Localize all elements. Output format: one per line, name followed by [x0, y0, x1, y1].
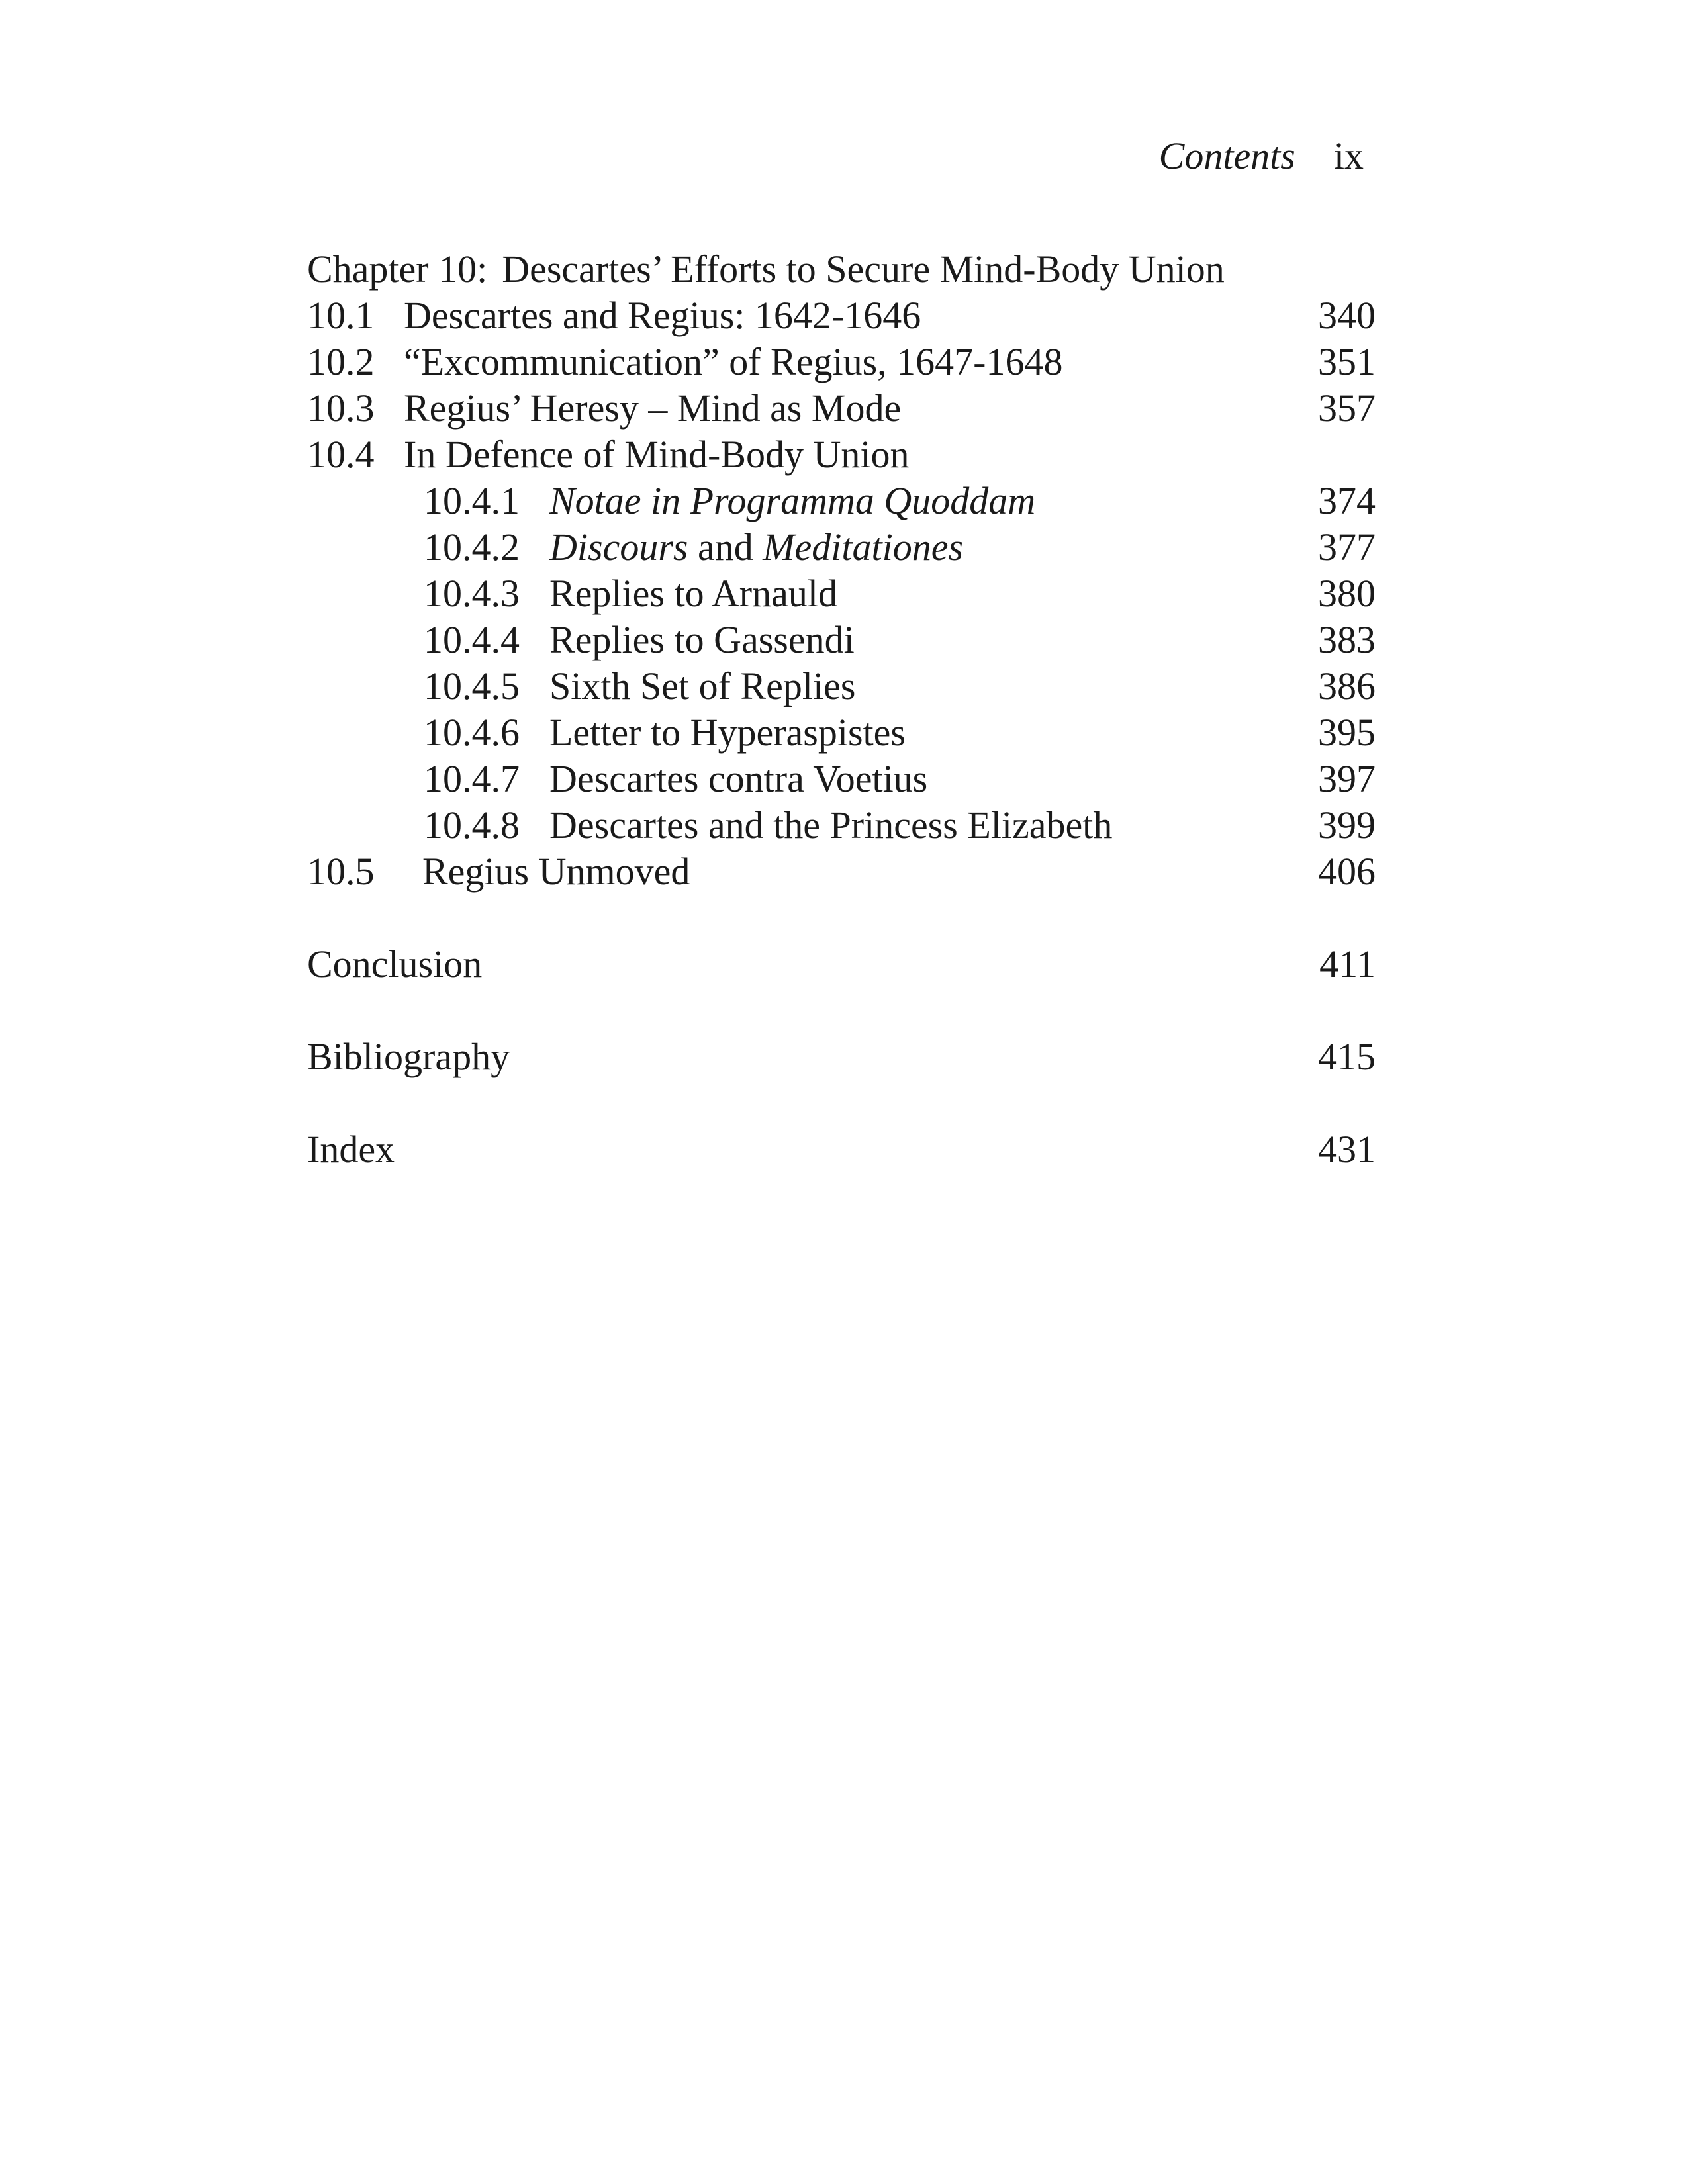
toc-entry-10-4 — [307, 432, 1380, 478]
entry-page: 340 — [1318, 294, 1376, 337]
entry-title: Letter to Hyperaspistes — [549, 711, 906, 754]
entry-title: Descartes and Regius: 1642-1646 — [404, 294, 921, 337]
entry-page: 395 — [1318, 711, 1376, 754]
entry-page: 431 — [1318, 1128, 1376, 1171]
entry-title-part: and — [688, 525, 763, 569]
entry-number: 10.3 — [307, 387, 375, 430]
entry-number: 10.4.6 — [424, 711, 520, 754]
entry-page: 383 — [1318, 618, 1376, 661]
chapter-label: Chapter 10: — [307, 248, 488, 291]
toc-entry-10-4-2 — [307, 524, 1380, 570]
toc-entry-10-4-8 — [307, 802, 1380, 848]
toc-entry-conclusion — [307, 941, 1380, 987]
entry-page: 374 — [1318, 479, 1376, 522]
spacer — [307, 1080, 1380, 1126]
chapter-title: Descartes’ Efforts to Secure Mind-Body Union — [502, 248, 1225, 291]
entry-number: 10.1 — [307, 294, 375, 337]
entry-title: Regius’ Heresy – Mind as Mode — [404, 387, 902, 430]
toc-entry-bibliography — [307, 1034, 1380, 1080]
entry-title: Replies to Arnauld — [549, 572, 837, 615]
entry-number: 10.4.2 — [424, 525, 520, 569]
entry-page: 415 — [1318, 1035, 1376, 1078]
page-number: ix — [1333, 134, 1364, 177]
toc-entry-10-4-7 — [307, 756, 1380, 802]
spacer — [307, 987, 1380, 1034]
entry-title: Regius Unmoved — [422, 850, 690, 893]
entry-number: 10.2 — [307, 340, 375, 383]
running-head-title: Contents — [1158, 134, 1295, 177]
toc-chapter-heading — [307, 246, 1380, 293]
entry-number: 10.4.7 — [424, 757, 520, 800]
entry-number: 10.5 — [307, 850, 375, 893]
entry-title: In Defence of Mind-Body Union — [404, 433, 910, 476]
entry-number: 10.4.8 — [424, 803, 520, 846]
table-of-contents — [307, 246, 1380, 1173]
entry-page: 351 — [1318, 340, 1376, 383]
entry-page: 411 — [1319, 942, 1376, 985]
toc-entry-10-4-6 — [307, 709, 1380, 756]
entry-title: Sixth Set of Replies — [549, 664, 856, 707]
running-head — [1159, 130, 1364, 183]
entry-title: Descartes and the Princess Elizabeth — [549, 803, 1113, 846]
entry-page: 377 — [1318, 525, 1376, 569]
entry-number: 10.4.3 — [424, 572, 520, 615]
entry-number: 10.4.1 — [424, 479, 520, 522]
entry-page: 399 — [1318, 803, 1376, 846]
entry-title: Notae in Programma Quoddam — [549, 479, 1036, 522]
toc-entry-10-1 — [307, 293, 1380, 339]
entry-title: Bibliography — [307, 1035, 510, 1078]
entry-title: Index — [307, 1128, 395, 1171]
entry-page: 386 — [1318, 664, 1376, 707]
entry-title-part: Meditationes — [763, 525, 964, 569]
entry-page: 406 — [1318, 850, 1376, 893]
toc-entry-10-4-1 — [307, 478, 1380, 524]
entry-title: Descartes contra Voetius — [549, 757, 928, 800]
spacer — [307, 895, 1380, 941]
entry-page: 397 — [1318, 757, 1376, 800]
entry-number: 10.4 — [307, 433, 375, 476]
entry-page: 357 — [1318, 387, 1376, 430]
entry-title: Conclusion — [307, 942, 483, 985]
toc-entry-10-4-5 — [307, 663, 1380, 709]
toc-entry-index — [307, 1126, 1380, 1173]
entry-title — [549, 524, 963, 570]
entry-title: Replies to Gassendi — [549, 618, 855, 661]
entry-title-part: Discours — [549, 525, 688, 569]
entry-number: 10.4.5 — [424, 664, 520, 707]
toc-entry-10-4-4 — [307, 617, 1380, 663]
toc-entry-10-5 — [307, 848, 1380, 895]
entry-number: 10.4.4 — [424, 618, 520, 661]
toc-entry-10-4-3 — [307, 570, 1380, 617]
entry-page: 380 — [1318, 572, 1376, 615]
toc-entry-10-3 — [307, 385, 1380, 432]
entry-title: “Excommunication” of Regius, 1647-1648 — [404, 340, 1063, 383]
toc-entry-10-2 — [307, 339, 1380, 385]
